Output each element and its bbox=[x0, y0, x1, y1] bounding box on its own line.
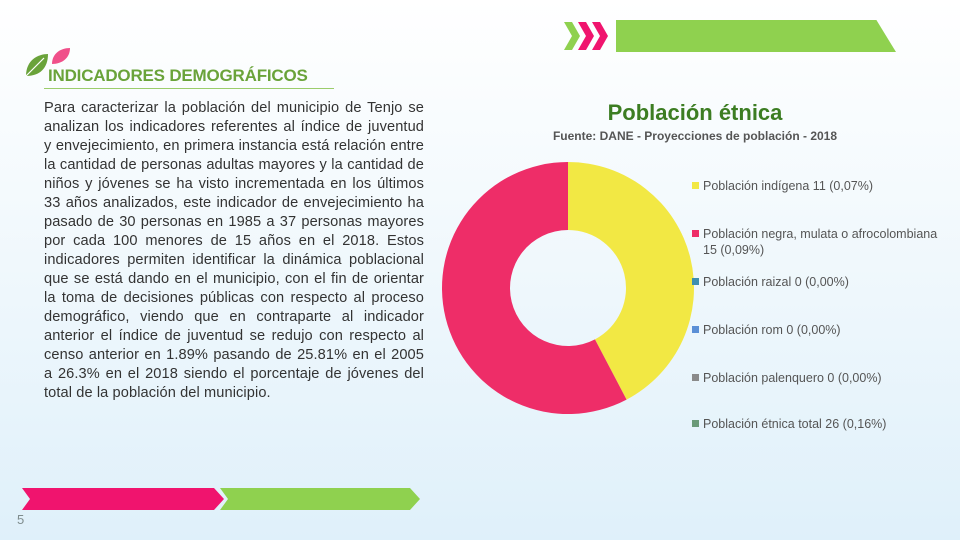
chart-subtitle: Fuente: DANE - Proyecciones de población - 2018 bbox=[552, 129, 838, 143]
legend-swatch-4 bbox=[692, 374, 699, 381]
top-decorative-bar bbox=[616, 20, 896, 52]
legend-label-1: Población negra, mulata o afrocolombiana 15 (0,09%) bbox=[703, 227, 938, 257]
legend-item-5 bbox=[692, 416, 942, 432]
legend-item-1 bbox=[692, 226, 942, 258]
section-title: INDICADORES DEMOGRÁFICOS bbox=[48, 66, 308, 85]
legend-item-2 bbox=[692, 274, 942, 290]
legend-item-3 bbox=[692, 322, 942, 338]
legend-item-4 bbox=[692, 370, 942, 386]
body-paragraph: Para caracterizar la población del municipio de Tenjo se analizan los indicadores referentes al índice de juventud y envejecimiento, en primera instancia está relación entre la cantidad de personas adultas mayores y la cantidad de niños y jóvenes se ha visto incrementada en los últimos 33 años analizados, este indicador de envejecimiento ha pasado de 30 personas en 1985 a 37 personas mayores por cada 100 menores de 15 años en el 2018. Estos indicadores permiten identificar la dinámica poblacional que se está dando en el municipio, con el fin de orientar la toma de decisiones públicas con respecto al proceso demográfico, viendo que en contraparte al indicador anterior el índice de juventud se redujo con respecto al censo anterior en 1.89% pasando de 25.81% en el 2005 a 26.3% en el 2018 siendo el porcentaje de jóvenes del total de la población del municipio. bbox=[44, 100, 424, 401]
chart-title: Población étnica bbox=[607, 100, 783, 125]
title-underline bbox=[44, 88, 334, 89]
legend-label-4: Población palenquero 0 (0,00%) bbox=[703, 371, 882, 385]
legend-label-5: Población étnica total 26 (0,16%) bbox=[703, 417, 887, 431]
legend-label-0: Población indígena 11 (0,07%) bbox=[703, 179, 874, 193]
legend-swatch-3 bbox=[692, 326, 699, 333]
donut-chart bbox=[440, 160, 696, 416]
legend-swatch-0 bbox=[692, 182, 699, 189]
legend-item-0 bbox=[692, 178, 942, 194]
legend-label-2: Población raizal 0 (0,00%) bbox=[703, 275, 849, 289]
legend-swatch-5 bbox=[692, 420, 699, 427]
legend-swatch-2 bbox=[692, 278, 699, 285]
page-number: 5 bbox=[17, 512, 25, 527]
chevron-arrows-icon bbox=[562, 20, 614, 52]
legend-label-3: Población rom 0 (0,00%) bbox=[703, 323, 841, 337]
bottom-decorative-bars bbox=[22, 488, 422, 510]
legend-swatch-1 bbox=[692, 230, 699, 237]
